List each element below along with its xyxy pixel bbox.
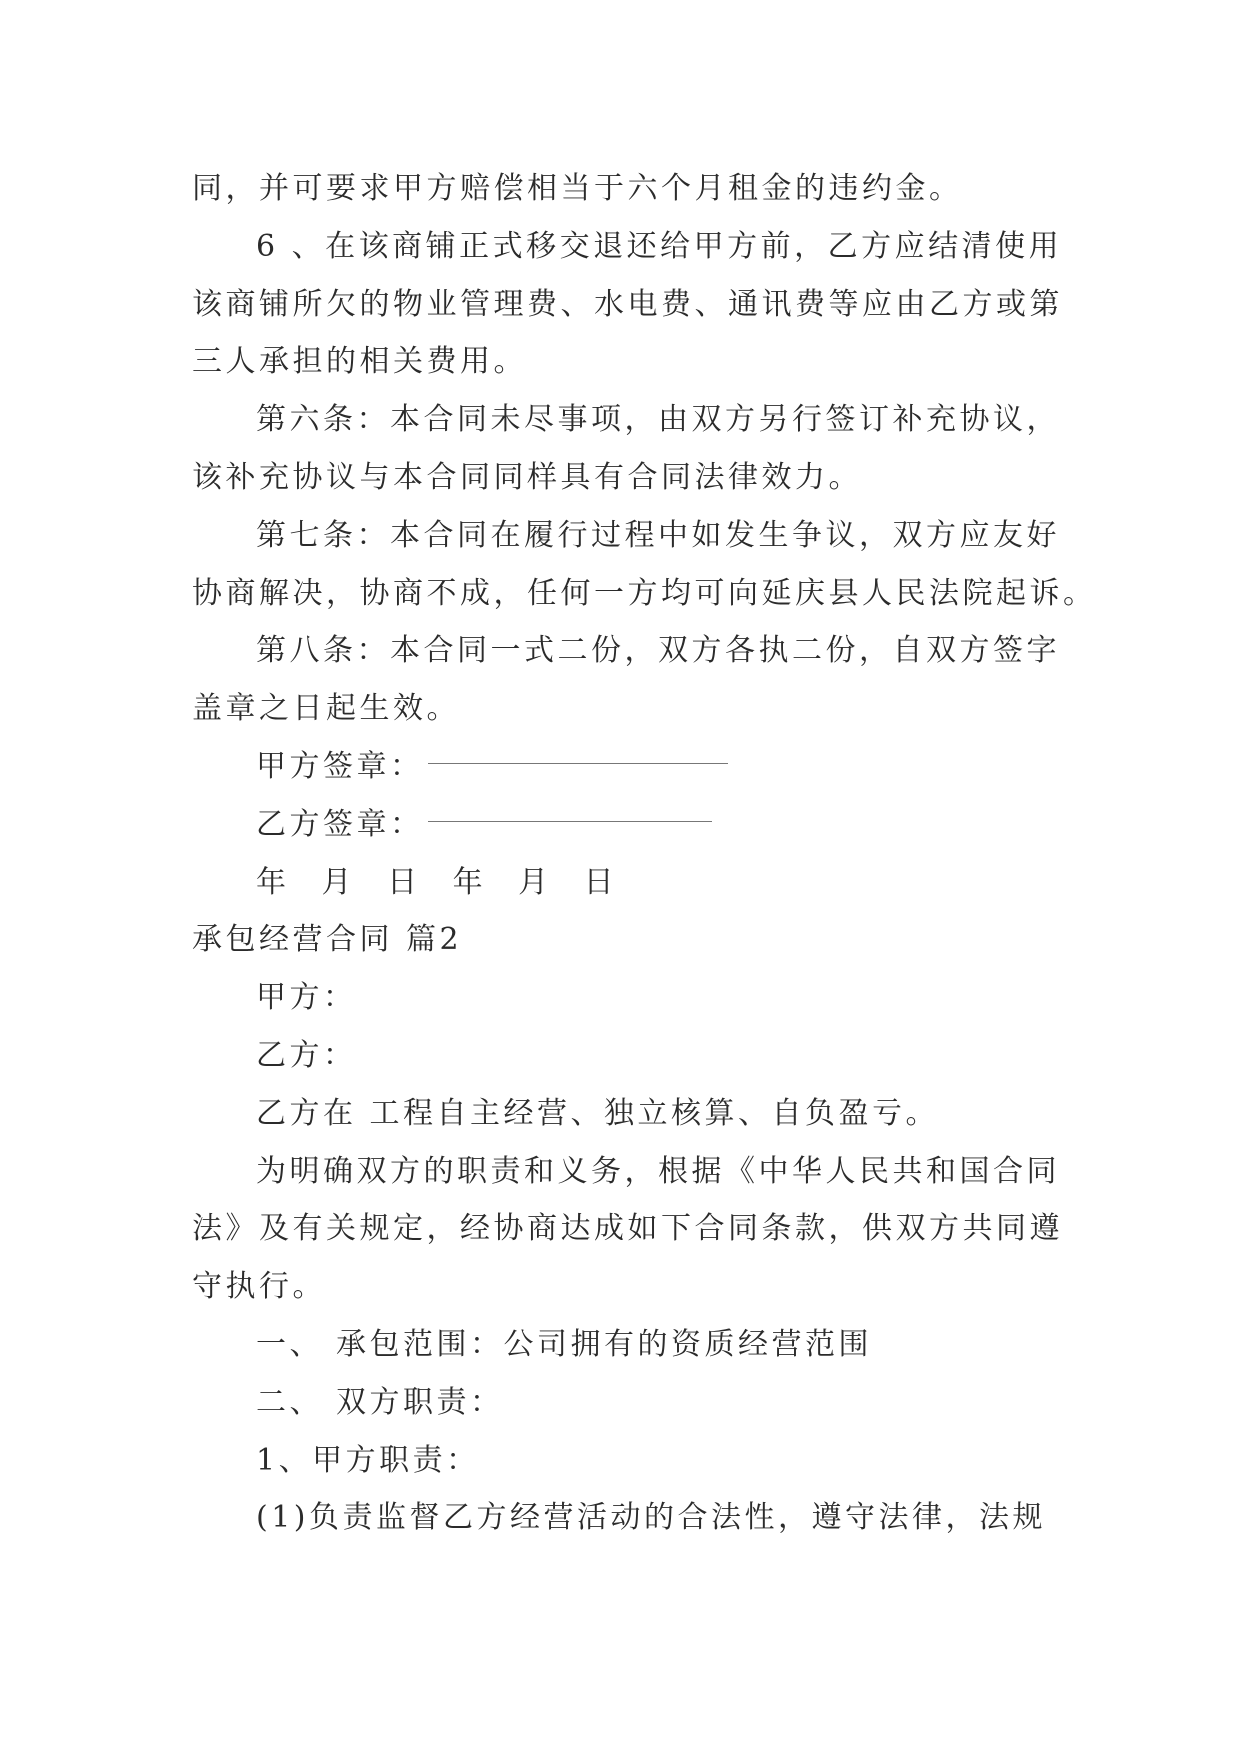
paragraph-line: 该商铺所欠的物业管理费、水电费、通讯费等应由乙方或第 xyxy=(192,286,1063,322)
paragraph-line: 法》及有关规定，经协商达成如下合同条款，供双方共同遵 xyxy=(192,1211,1063,1247)
signature-b-field xyxy=(428,821,712,822)
paragraph-line: 乙方在 工程自主经营、独立核算、自负盈亏。 xyxy=(256,1095,940,1131)
paragraph-line: 二、 双方职责： xyxy=(256,1384,504,1420)
paragraph-line: 6 、在该商铺正式移交退还给甲方前，乙方应结清使用 xyxy=(256,228,1063,264)
paragraph-line: 盖章之日起生效。 xyxy=(192,691,460,727)
paragraph-line: 协商解决，协商不成，任何一方均可向延庆县人民法院起诉。 xyxy=(192,575,1097,611)
paragraph-line: 1、甲方职责： xyxy=(256,1442,480,1478)
signature-a-field xyxy=(428,763,728,764)
party-a-label: 甲方： xyxy=(256,980,357,1016)
party-b-label: 乙方： xyxy=(256,1037,357,1073)
paragraph-line: (1)负责监督乙方经营活动的合法性，遵守法律，法规 xyxy=(256,1500,1046,1536)
paragraph-line: 一、 承包范围：公司拥有的资质经营范围 xyxy=(256,1326,873,1362)
paragraph-line: 守执行。 xyxy=(192,1269,326,1305)
section-title: 承包经营合同 篇2 xyxy=(192,922,463,958)
document-body xyxy=(192,160,1097,1547)
paragraph-line: 第六条：本合同未尽事项，由双方另行签订补充协议， xyxy=(256,402,1060,438)
paragraph-line: 同，并可要求甲方赔偿相当于六个月租金的违约金。 xyxy=(192,171,963,206)
signature-a-label: 甲方签章： xyxy=(256,748,424,784)
paragraph-line: 第八条：本合同一式二份，双方各执二份，自双方签字 xyxy=(256,633,1060,669)
paragraph-line: 为明确双方的职责和义务，根据《中华人民共和国合同 xyxy=(256,1153,1060,1189)
paragraph-line: 该补充协议与本合同同样具有合同法律效力。 xyxy=(192,459,862,495)
paragraph-line: 第七条：本合同在履行过程中如发生争议，双方应友好 xyxy=(256,517,1060,553)
signature-b-row xyxy=(192,796,1060,854)
signature-a-row xyxy=(192,738,1060,796)
date-line: 年 月 日 年 月 日 xyxy=(256,864,627,900)
paragraph-line: 三人承担的相关费用。 xyxy=(192,344,527,380)
signature-b-label: 乙方签章： xyxy=(256,806,424,842)
